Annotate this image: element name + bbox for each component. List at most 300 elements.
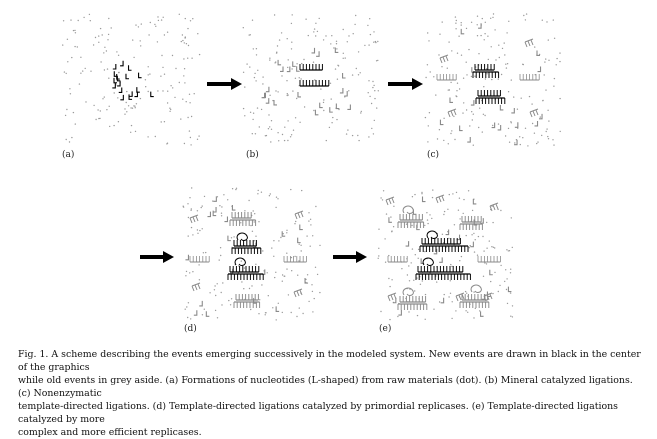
oligomer-strand [416, 274, 470, 280]
oligomer-strand [460, 224, 482, 230]
raw-material-dot [164, 74, 165, 75]
nucleotide-mark [472, 67, 475, 72]
raw-material-dot [357, 135, 358, 136]
raw-material-dot [347, 129, 348, 130]
raw-material-dot [428, 40, 429, 41]
raw-material-dot [279, 39, 280, 40]
raw-material-dot [432, 197, 433, 198]
raw-material-dot [466, 235, 467, 236]
raw-material-dot [556, 58, 557, 59]
raw-material-dot [254, 221, 255, 222]
nucleotide-mark [441, 298, 444, 303]
raw-material-dot [80, 57, 81, 58]
caption-line-1: Fig. 1. A scheme describing the events emerging successively in the modeled system. New events are drawn in black in the center of the graphics [18, 349, 641, 373]
raw-material-dot [286, 80, 287, 81]
raw-material-dot [358, 74, 359, 75]
raw-material-dot [291, 68, 292, 69]
raw-material-dot [217, 283, 218, 284]
raw-material-dot [388, 278, 389, 279]
raw-material-dot [494, 29, 495, 30]
raw-material-dot [236, 188, 237, 189]
raw-material-dot [108, 78, 109, 79]
raw-material-dot [181, 41, 182, 42]
raw-material-dot [182, 34, 183, 35]
raw-material-dot [439, 129, 440, 130]
raw-material-dot [479, 108, 480, 109]
raw-material-dot [118, 121, 119, 122]
raw-material-dot [253, 48, 254, 49]
raw-material-dot [136, 103, 137, 104]
raw-material-dot [378, 258, 379, 259]
raw-material-dot [291, 257, 292, 258]
raw-material-dot [77, 46, 78, 47]
raw-material-dot [383, 190, 384, 191]
raw-material-dot [67, 39, 68, 40]
raw-material-dot [429, 214, 430, 215]
raw-material-dot [190, 20, 191, 21]
raw-material-dot [71, 57, 72, 58]
raw-material-dot [275, 61, 276, 62]
raw-material-dot [506, 289, 507, 290]
raw-material-dot [425, 77, 426, 78]
nucleotide-mark [134, 92, 137, 97]
raw-material-dot [462, 112, 463, 113]
raw-material-dot [510, 269, 511, 270]
replicase-mark [423, 258, 433, 265]
raw-material-dot [431, 218, 432, 219]
raw-material-dot [447, 68, 448, 69]
raw-material-dot [438, 54, 439, 55]
raw-material-dot [269, 95, 270, 96]
raw-material-dot [199, 279, 200, 280]
raw-material-dot [90, 71, 91, 72]
raw-material-dot [97, 109, 98, 110]
raw-material-dot [268, 114, 269, 115]
raw-material-dot [191, 58, 192, 59]
raw-material-dot [494, 272, 495, 273]
raw-material-dot [188, 302, 189, 303]
raw-material-dot [393, 206, 394, 207]
nucleotide-mark [298, 238, 301, 243]
raw-material-dot [499, 285, 500, 286]
raw-material-dot [66, 73, 67, 74]
raw-material-dot [186, 271, 187, 272]
raw-material-dot [258, 190, 259, 191]
raw-material-dot [113, 125, 114, 126]
raw-material-dot [310, 224, 311, 225]
raw-material-dot [308, 35, 309, 36]
raw-material-dot [85, 68, 86, 69]
raw-material-dot [133, 57, 134, 58]
raw-material-dot [358, 140, 359, 141]
raw-material-dot [214, 285, 215, 286]
raw-material-dot [391, 279, 392, 280]
nucleotide-mark [312, 48, 315, 53]
raw-material-dot [483, 250, 484, 251]
raw-material-dot [478, 127, 479, 128]
raw-material-dot [100, 110, 101, 111]
raw-material-dot [73, 30, 74, 31]
nucleotide-mark [266, 98, 269, 103]
raw-material-dot [432, 189, 433, 190]
raw-material-dot [243, 108, 244, 109]
raw-material-dot [276, 197, 277, 198]
raw-material-dot [128, 105, 129, 106]
raw-material-dot [506, 249, 507, 250]
raw-material-dot [184, 143, 185, 144]
raw-material-dot [294, 256, 295, 257]
raw-material-dot [377, 60, 378, 61]
raw-material-dot [293, 130, 294, 131]
raw-material-dot [301, 190, 302, 191]
raw-material-dot [372, 87, 373, 88]
nucleotide-mark [389, 217, 392, 222]
raw-material-dot [491, 79, 492, 80]
raw-material-dot [393, 226, 394, 227]
raw-material-dot [204, 196, 205, 197]
raw-material-dot [315, 267, 316, 268]
folded-oligomer [436, 195, 444, 203]
nucleotide-mark [343, 73, 346, 78]
oligomer-strand [230, 266, 259, 272]
raw-material-dot [154, 24, 155, 25]
raw-material-dot [526, 13, 527, 14]
raw-material-dot [217, 317, 218, 318]
raw-material-dot [187, 117, 188, 118]
raw-material-dot [510, 316, 511, 317]
raw-material-dot [424, 225, 425, 226]
raw-material-dot [280, 237, 281, 238]
figure-caption [18, 348, 646, 439]
raw-material-dot [104, 69, 105, 70]
raw-material-dot [190, 137, 191, 138]
raw-material-dot [251, 285, 252, 286]
raw-material-dot [284, 140, 285, 141]
raw-material-dot [310, 219, 311, 220]
raw-material-dot [269, 59, 270, 60]
raw-material-dot [295, 78, 296, 79]
raw-material-dot [504, 54, 505, 55]
raw-material-dot [541, 135, 542, 136]
raw-material-dot [187, 203, 188, 204]
raw-material-dot [277, 45, 278, 46]
raw-material-dot [124, 108, 125, 109]
oligomer-strand [478, 256, 500, 262]
raw-material-dot [118, 72, 119, 73]
raw-material-dot [463, 78, 464, 79]
raw-material-dot [471, 234, 472, 235]
raw-material-dot [492, 222, 493, 223]
raw-material-dot [466, 62, 467, 63]
raw-material-dot [380, 197, 381, 198]
raw-material-dot [408, 265, 409, 266]
raw-material-dot [167, 91, 168, 92]
raw-material-dot [480, 35, 481, 36]
raw-material-dot [469, 247, 470, 248]
raw-material-dot [427, 141, 428, 142]
raw-material-dot [478, 53, 479, 54]
oligomer-strand [460, 302, 489, 308]
raw-material-dot [286, 268, 287, 269]
raw-material-dot [71, 137, 72, 138]
raw-material-dot [198, 264, 199, 265]
raw-material-dot [287, 140, 288, 141]
raw-material-dot [254, 73, 255, 74]
raw-material-dot [102, 98, 103, 99]
raw-material-dot [138, 26, 139, 27]
raw-material-dot [473, 114, 474, 115]
nucleotide-mark [344, 91, 347, 96]
raw-material-dot [307, 274, 308, 275]
raw-material-dot [312, 235, 313, 236]
raw-material-dot [514, 142, 515, 143]
raw-material-dot [184, 82, 185, 83]
nucleotide-mark [467, 137, 470, 142]
nucleotide-mark [460, 126, 463, 131]
raw-material-dot [315, 35, 316, 36]
nucleotide-mark [213, 196, 216, 201]
raw-material-dot [185, 275, 186, 276]
nucleotide-mark [446, 230, 449, 235]
raw-material-dot [407, 274, 408, 275]
raw-material-dot [493, 13, 494, 14]
raw-material-dot [183, 75, 184, 76]
raw-material-dot [482, 131, 483, 132]
raw-material-dot [523, 15, 524, 16]
raw-material-dot [450, 133, 451, 134]
raw-material-dot [408, 311, 409, 312]
raw-material-dot [277, 132, 278, 133]
oligomer-strand [190, 256, 209, 262]
raw-material-dot [305, 19, 306, 20]
nucleotide-mark [206, 311, 209, 316]
nucleotide-mark [117, 76, 120, 81]
raw-material-dot [83, 17, 84, 18]
raw-material-dot [473, 145, 474, 146]
raw-material-dot [221, 213, 222, 214]
raw-material-dot [414, 290, 415, 291]
panel-d [183, 187, 321, 320]
panel-label-a: (a) [62, 150, 75, 160]
raw-material-dot [512, 247, 513, 248]
raw-material-dot [495, 59, 496, 60]
raw-material-dot [304, 106, 305, 107]
raw-material-dot [108, 34, 109, 35]
raw-material-dot [546, 128, 547, 129]
raw-material-dot [265, 312, 266, 313]
raw-material-dot [109, 126, 110, 127]
raw-material-dot [475, 239, 476, 240]
raw-material-dot [172, 87, 173, 88]
raw-material-dot [185, 18, 186, 19]
raw-material-dot [512, 316, 513, 317]
raw-material-dot [104, 96, 105, 97]
raw-material-dot [155, 26, 156, 27]
nucleotide-mark [498, 125, 501, 130]
replicase-mark [471, 285, 481, 292]
raw-material-dot [269, 58, 270, 59]
raw-material-dot [231, 298, 232, 299]
raw-material-dot [401, 268, 402, 269]
raw-material-dot [270, 141, 271, 142]
nucleotide-mark [151, 92, 154, 97]
raw-material-dot [319, 292, 320, 293]
raw-material-dot [256, 48, 257, 49]
raw-material-dot [130, 107, 131, 108]
raw-material-dot [188, 45, 189, 46]
raw-material-dot [323, 110, 324, 111]
raw-material-dot [547, 136, 548, 137]
nucleotide-mark [461, 29, 464, 34]
raw-material-dot [299, 244, 300, 245]
raw-material-dot [135, 131, 136, 132]
raw-material-dot [520, 144, 521, 145]
raw-material-dot [288, 59, 289, 60]
nucleotide-mark [406, 241, 409, 246]
raw-material-dot [167, 32, 168, 33]
folded-oligomer [388, 293, 396, 301]
oligomer-strand [420, 246, 468, 252]
nucleotide-mark [276, 306, 279, 311]
raw-material-dot [276, 319, 277, 320]
raw-material-dot [258, 313, 259, 314]
raw-material-dot [459, 260, 460, 261]
raw-material-dot [299, 122, 300, 123]
raw-material-dot [141, 23, 142, 24]
panel-label-c: (c) [427, 150, 440, 160]
raw-material-dot [411, 262, 412, 263]
raw-material-dot [506, 32, 507, 33]
nucleotide-mark [137, 87, 140, 92]
raw-material-dot [510, 292, 511, 293]
raw-material-dot [287, 120, 288, 121]
raw-material-dot [197, 229, 198, 230]
raw-material-dot [278, 140, 279, 141]
raw-material-dot [189, 94, 190, 95]
raw-material-dot [466, 28, 467, 29]
raw-material-dot [472, 119, 473, 120]
raw-material-dot [199, 54, 200, 55]
oligomer-strand [400, 296, 426, 302]
raw-material-dot [126, 111, 127, 112]
raw-material-dot [450, 280, 451, 281]
raw-material-dot [435, 94, 436, 95]
raw-material-dot [473, 233, 474, 234]
raw-material-dot [553, 19, 554, 20]
raw-material-dot [62, 44, 63, 45]
raw-material-dot [302, 313, 303, 314]
raw-material-dot [74, 46, 75, 47]
raw-material-dot [427, 64, 428, 65]
raw-material-dot [215, 310, 216, 311]
raw-material-dot [197, 139, 198, 140]
raw-material-dot [525, 19, 526, 20]
raw-material-dot [377, 41, 378, 42]
raw-material-dot [75, 32, 76, 33]
raw-material-dot [250, 309, 251, 310]
raw-material-dot [391, 231, 392, 232]
raw-material-dot [468, 190, 469, 191]
raw-material-dot [262, 250, 263, 251]
folded-oligomer [530, 109, 538, 117]
raw-material-dot [187, 58, 188, 59]
replicase-mark [403, 206, 413, 213]
raw-material-dot [278, 303, 279, 304]
raw-material-dot [474, 251, 475, 252]
raw-material-dot [95, 119, 96, 120]
raw-material-dot [483, 86, 484, 87]
nucleotide-mark [194, 310, 197, 315]
raw-material-dot [449, 194, 450, 195]
raw-material-dot [227, 199, 228, 200]
raw-material-dot [390, 216, 391, 217]
raw-material-dot [452, 193, 453, 194]
raw-material-dot [252, 20, 253, 21]
raw-material-dot [197, 210, 198, 211]
oligomer-strand [388, 256, 407, 262]
raw-material-dot [492, 293, 493, 294]
oligomer-strand [400, 214, 422, 220]
raw-material-dot [217, 196, 218, 197]
raw-material-dot [477, 24, 478, 25]
raw-material-dot [296, 316, 297, 317]
raw-material-dot [189, 272, 190, 273]
raw-material-dot [517, 109, 518, 110]
replicase-mark [403, 288, 413, 295]
raw-material-dot [202, 205, 203, 206]
raw-material-dot [455, 310, 456, 311]
raw-material-dot [228, 300, 229, 301]
raw-material-dot [258, 221, 259, 222]
raw-material-dot [459, 218, 460, 219]
raw-material-dot [507, 303, 508, 304]
raw-material-dot [451, 266, 452, 267]
raw-material-dot [202, 228, 203, 229]
raw-material-dot [439, 34, 440, 35]
nucleotide-mark [129, 91, 132, 96]
raw-material-dot [262, 76, 263, 77]
raw-material-dot [540, 116, 541, 117]
folded-oligomer [190, 215, 198, 223]
raw-material-dot [389, 286, 390, 287]
raw-material-dot [117, 97, 118, 98]
raw-material-dot [353, 33, 354, 34]
raw-material-dot [444, 294, 445, 295]
raw-material-dot [371, 128, 372, 129]
raw-material-dot [330, 43, 331, 44]
raw-material-dot [150, 22, 151, 23]
raw-material-dot [406, 224, 407, 225]
raw-material-dot [455, 16, 456, 17]
raw-material-dot [487, 36, 488, 37]
raw-material-dot [364, 45, 365, 46]
raw-material-dot [471, 111, 472, 112]
oligomer-strand [478, 90, 500, 96]
folded-oligomer [294, 289, 302, 297]
raw-material-dot [296, 63, 297, 64]
raw-material-dot [186, 101, 187, 102]
raw-material-dot [433, 76, 434, 77]
raw-material-dot [314, 298, 315, 299]
raw-material-dot [66, 109, 67, 110]
raw-material-dot [179, 14, 180, 15]
oligomer-strand [230, 220, 256, 226]
folded-oligomer [295, 211, 303, 219]
raw-material-dot [505, 135, 506, 136]
raw-material-dot [204, 309, 205, 310]
raw-material-dot [427, 32, 428, 33]
raw-material-dot [284, 276, 285, 277]
